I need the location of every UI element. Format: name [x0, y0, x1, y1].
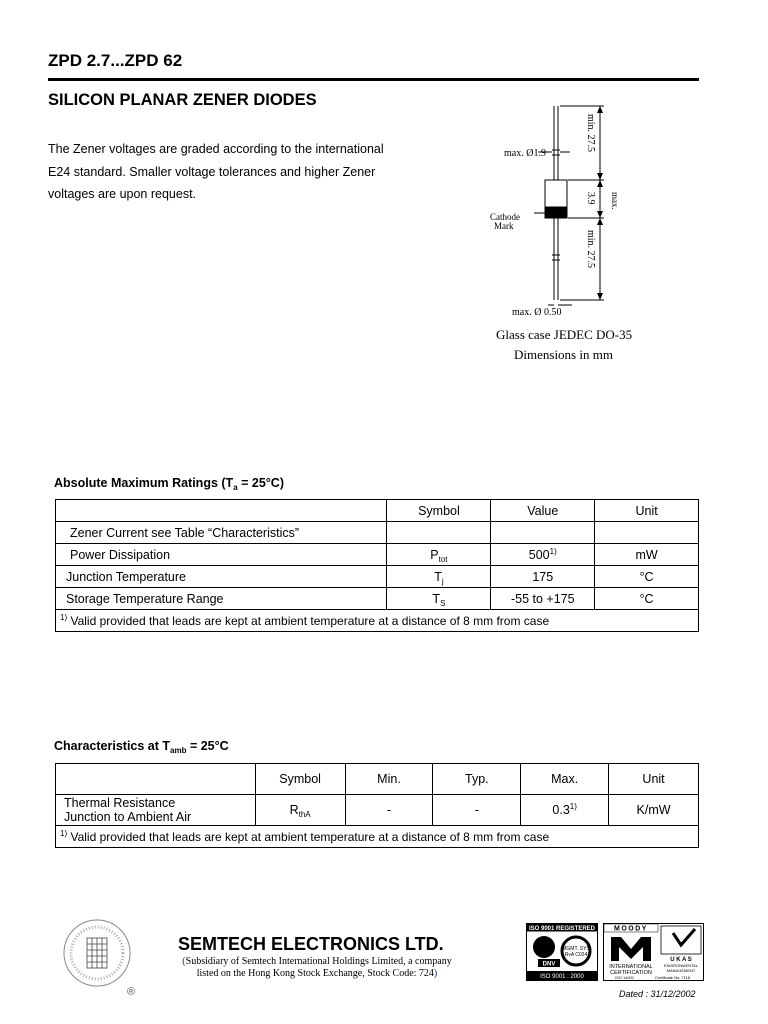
footnote-text: Valid provided that leads are kept at ambient temperature at a distance of 8 mm from case [67, 829, 550, 844]
intro-line: E24 standard. Smaller voltage tolerances and higher Zener [48, 164, 376, 179]
symbol-sub: S [440, 598, 446, 608]
table-row [56, 795, 699, 826]
intro-line: voltages are upon request. [48, 187, 197, 201]
top-lead-length-label: min. 27.5 [585, 114, 596, 153]
case-caption: Glass case JEDEC DO-35 [496, 327, 633, 342]
header-symbol: Symbol [255, 764, 345, 795]
param-cell: Storage Temperature Range [56, 588, 387, 610]
max-diameter-label: max. Ø1.9 [504, 148, 546, 159]
value-cell: -55 to +175 [491, 588, 595, 610]
table-header-row [56, 764, 699, 795]
characteristics-title-sub: amb [170, 746, 187, 755]
body-length-max-label: max. [610, 192, 620, 210]
footnote-cell [56, 610, 699, 632]
param-cell: Power Dissipation [56, 544, 387, 566]
characteristics-title-suffix: = 25°C [186, 739, 229, 753]
param-cell: Junction Temperature [56, 566, 387, 588]
title-divider [48, 78, 699, 81]
abs-max-title-sub: a [233, 483, 238, 492]
characteristics-title-text: Characteristics at T [54, 739, 171, 753]
footnote-row [56, 610, 699, 632]
environmental-text: ENVIRONMENTAL [663, 963, 699, 968]
subsidiary-line: (Subsidiary of Semtech International Holdings Limited, a company [182, 956, 452, 967]
table-row [56, 544, 699, 566]
param-cell: Zener Current see Table “Characteristics” [56, 522, 387, 544]
abs-max-table [55, 499, 699, 632]
unit-cell: °C [595, 566, 699, 588]
international-text: INTERNATIONAL [609, 964, 653, 970]
moody-ukas-badge [603, 923, 704, 981]
symbol-text: R [289, 803, 299, 817]
header-cell [56, 764, 256, 795]
subsidiary-line: listed on the Hong Kong Stock Exchange, Stock Code: 724) [196, 968, 438, 979]
header-unit: Unit [609, 764, 699, 795]
iso-14001-text: ISO 14001 [615, 975, 635, 980]
header-max: Max. [521, 764, 609, 795]
certificate-number-text: Certificate No. 7118 [655, 975, 691, 980]
abs-max-title-suffix: = 25°C) [237, 476, 284, 490]
dnv-text: DNV [542, 961, 556, 968]
abs-max-title [54, 476, 284, 490]
certification-text: CERTIFICATION [610, 970, 652, 976]
management-text: MANAGEMENT [666, 968, 696, 973]
footnote-text: Valid provided that leads are kept at ambient temperature at a distance of 8 mm from case [67, 613, 550, 628]
header-cell [56, 500, 387, 522]
intro-line: The Zener voltages are graded according to the international [48, 142, 384, 156]
max-text: 0.3 [552, 803, 570, 817]
symbol-sub: tot [438, 554, 448, 564]
ukas-text: U K A S [670, 957, 692, 963]
table-row [56, 566, 699, 588]
subsidiary-line-1: Subsidiary of Semtech International Holdings Limited, a company [185, 956, 452, 967]
symbol-sub: thA [298, 810, 311, 819]
symbol-cell [387, 588, 491, 610]
characteristics-title [54, 739, 229, 753]
rva-text: RvA C024 [564, 952, 588, 958]
body-length-label: 3.9 [585, 192, 596, 205]
table-row [56, 522, 699, 544]
min-cell: - [345, 795, 433, 826]
intro-paragraph [48, 138, 428, 206]
table-header-row [56, 500, 699, 522]
cathode-label: Cathode [490, 212, 520, 222]
param-line: Thermal Resistance [64, 796, 176, 810]
value-text: 500 [528, 547, 550, 562]
header-min: Min. [345, 764, 433, 795]
do35-package-drawing [480, 100, 680, 320]
symbol-text: T [434, 569, 442, 584]
typ-cell: - [433, 795, 521, 826]
iso-9001-2000-text: ISO 9001 : 2000 [540, 974, 584, 980]
symbol-text: T [432, 591, 441, 606]
table-row [56, 588, 699, 610]
subsidiary-note [182, 956, 452, 980]
abs-max-title-text: Absolute Maximum Ratings (T [54, 476, 234, 490]
symbol-sub: j [441, 576, 444, 586]
mark-label: Mark [494, 221, 514, 231]
symbol-text: P [430, 547, 439, 562]
bottom-lead-length-label: min. 27.5 [585, 230, 596, 269]
footnote-ref: 1) [549, 546, 557, 556]
footnote-row [56, 826, 699, 848]
document-title: ZPD 2.7...ZPD 62 [48, 51, 183, 70]
moody-text: MOODY [614, 925, 648, 933]
footnote-ref: 1) [569, 802, 577, 811]
lead-diameter-label: max. Ø 0.50 [512, 307, 562, 318]
footnote-cell [56, 826, 699, 848]
symbol-cell [387, 566, 491, 588]
iso-9001-badge [526, 923, 598, 981]
unit-cell: °C [595, 588, 699, 610]
registered-mark: ® [127, 986, 136, 998]
header-unit: Unit [595, 500, 699, 522]
company-seal-logo [62, 918, 132, 988]
mgmt-sys-text: MGMT. SYS [562, 946, 590, 952]
value-cell [491, 522, 595, 544]
document-subtitle: SILICON PLANAR ZENER DIODES [48, 91, 317, 109]
symbol-cell [387, 544, 491, 566]
dated-label: Dated : 31/12/2002 [619, 989, 696, 999]
value-cell [491, 544, 595, 566]
symbol-cell [387, 522, 491, 544]
header-typ: Typ. [433, 764, 521, 795]
dimensions-caption: Dimensions in mm [514, 347, 613, 362]
footnote-marker: 1) [60, 828, 68, 838]
value-cell: 175 [491, 566, 595, 588]
header-symbol: Symbol [387, 500, 491, 522]
symbol-cell [255, 795, 345, 826]
param-line: Junction to Ambient Air [64, 810, 192, 824]
company-name: SEMTECH ELECTRONICS LTD. [178, 934, 444, 954]
footnote-marker: 1) [60, 612, 68, 622]
subsidiary-line-2: listed on the Hong Kong Stock Exchange, Stock Code: 724 [196, 968, 434, 979]
max-cell [521, 795, 609, 826]
iso-registered-text: ISO 9001 REGISTERED [528, 926, 596, 932]
param-cell [56, 795, 256, 826]
unit-cell: mW [595, 544, 699, 566]
characteristics-table [55, 763, 699, 848]
unit-cell: K/mW [609, 795, 699, 826]
header-value: Value [491, 500, 595, 522]
unit-cell [595, 522, 699, 544]
